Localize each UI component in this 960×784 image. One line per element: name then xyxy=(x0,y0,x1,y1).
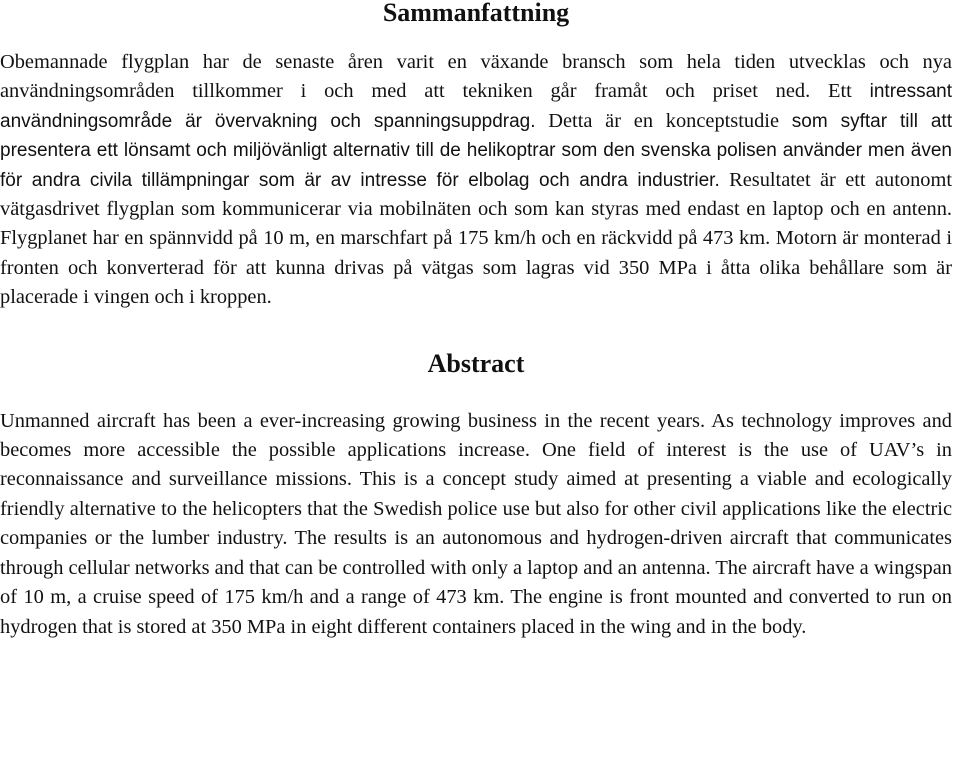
swedish-summary-paragraph xyxy=(0,48,952,313)
swedish-summary-heading: Sammanfattning xyxy=(382,0,570,27)
swedish-text-segment: Detta är en konceptstudie xyxy=(535,109,792,132)
swedish-text-segment-sans: som syftar till att presentera ett lönsamt och miljövänligt alternativ till de helikoptrar som den svenska polisen använder men även för andra civila tillämpningar som är av intresse för elbolag och andra industrier. xyxy=(0,110,952,191)
abstract-paragraph: Unmanned aircraft has been a ever-increasing growing business in the recent years. As technology improves and becomes more accessible the possible applications increase. One field of interest is the use of UAV’s in reconnaissance and surveillance missions. This is a concept study aimed at presenting a viable and ecologically friendly alternative to the helicopters that the Swedish police use but also for other civil applications like the electric companies or the lumber industry. The results is an autonomous and hydrogen-driven aircraft that communicates through cellular networks and that can be controlled with only a laptop and an antenna. The aircraft have a wingspan of 10 m, a cruise speed of 175 km/h and a range of 473 km. The engine is front mounted and converted to run on hydrogen that is stored at 350 MPa in eight different containers placed in the wing and in the body. xyxy=(0,409,952,638)
abstract-heading: Abstract xyxy=(427,348,525,378)
swedish-text-segment: Resultatet är ett autonomt vätgasdrivet flygplan som kommunicerar via mobilnäten och som kan styras med endast en laptop och en antenn. Flygplanet har en spännvidd på 10 m, en marschfart på 175 km/h och en räckvidd på 473 km. Motorn är monterad i fronten och konverterad för att kunna drivas på vätgas som lagras vid 350 MPa i åtta olika behållare som är placerade i vingen och i kroppen. xyxy=(0,168,952,309)
swedish-text-segment-sans: intressant användningsområde är övervakning och spanningsuppdrag. xyxy=(0,81,952,132)
swedish-text-segment: Obemannade flygplan har de senaste åren varit en växande bransch som hela tiden utvecklas och nya användningsområden tillkommer i och med att tekniken går framåt och priset ned. Ett xyxy=(0,51,952,103)
